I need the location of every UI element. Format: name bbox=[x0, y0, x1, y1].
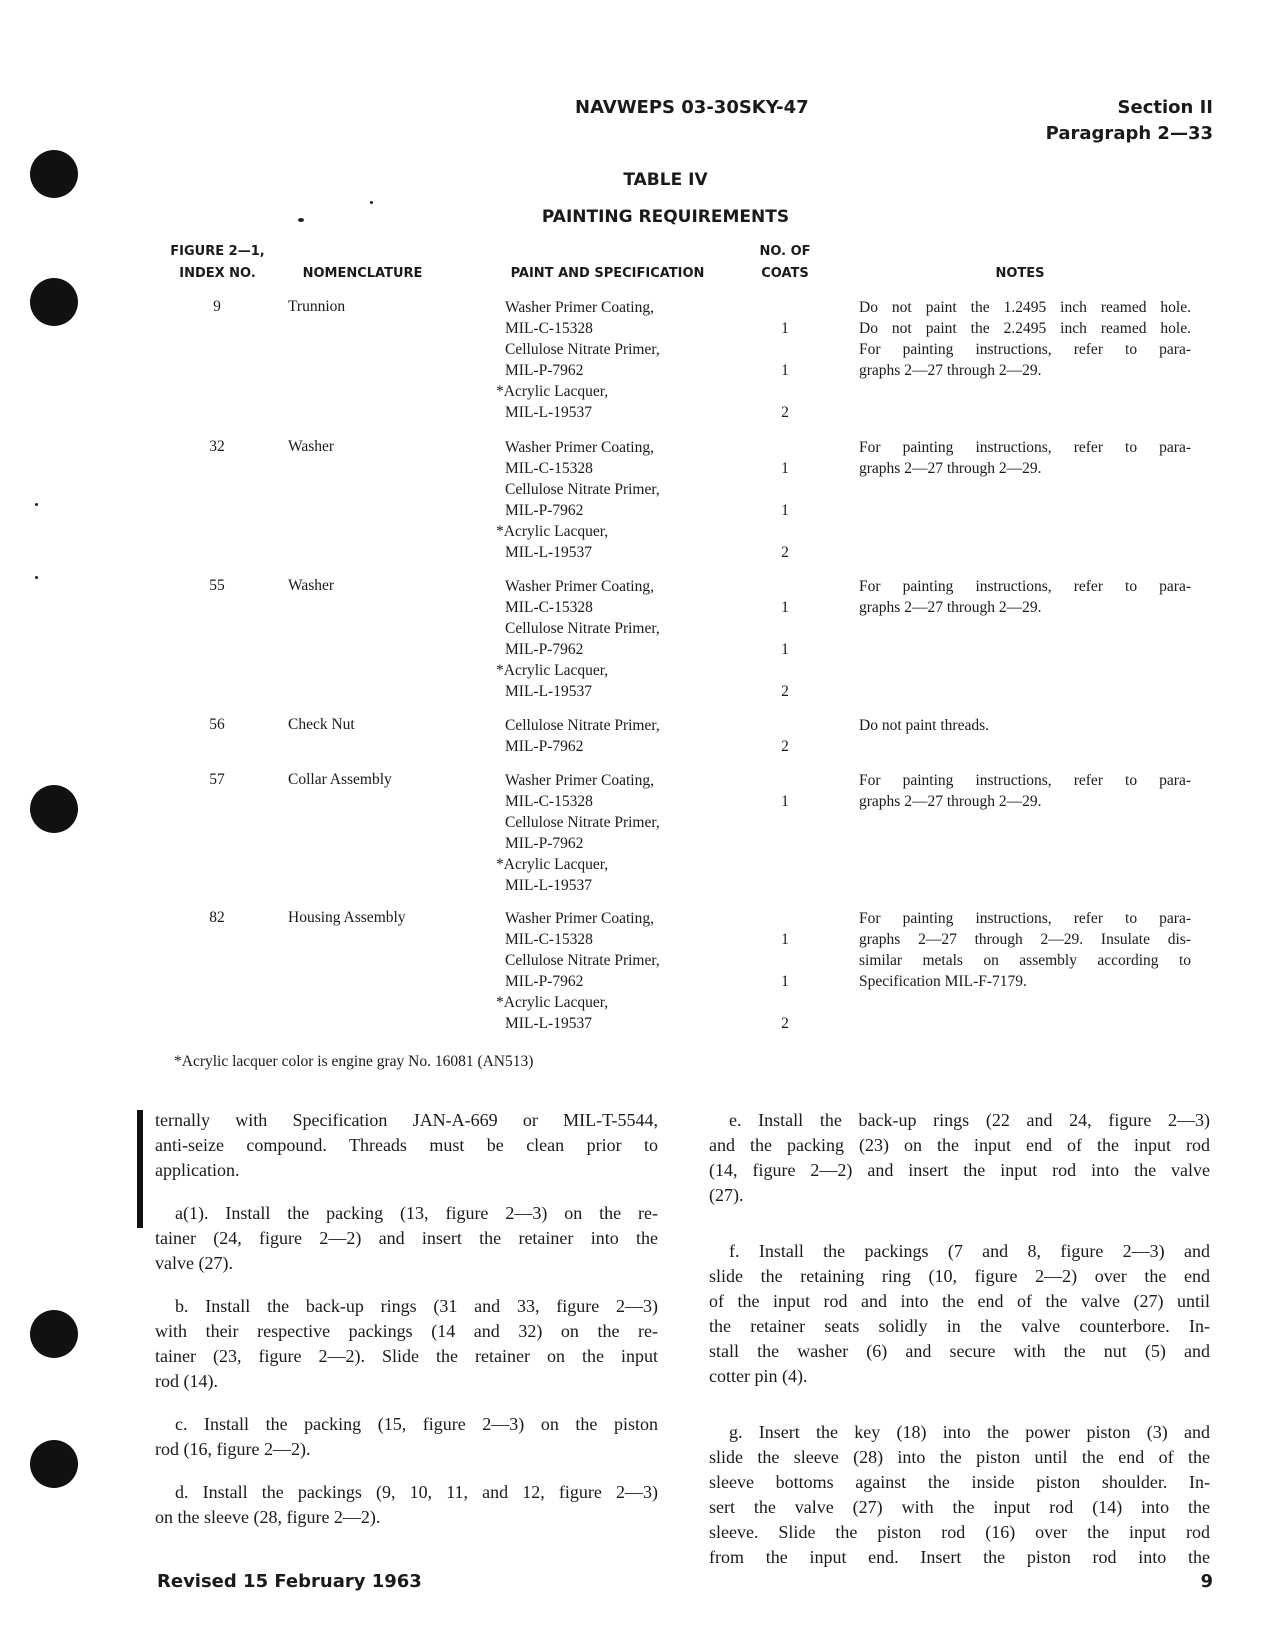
paint-cell: Washer Primer Coating, MIL-C-15328 Cellulose Nitrate Primer, MIL-P-7962 *Acrylic Lacquer, MIL-L-19537 bbox=[496, 299, 660, 421]
column-header-nomenclature: NOMENCLATURE bbox=[302, 266, 423, 281]
index-cell: 82 bbox=[209, 909, 225, 926]
notes-cell: Do not paint threads. bbox=[859, 717, 990, 734]
section-label: Section II bbox=[1117, 97, 1213, 118]
revision-date: Revised 15 February 1963 bbox=[157, 1571, 422, 1592]
coats-cell: 1 1 2 bbox=[781, 931, 789, 1032]
paint-cell: Washer Primer Coating, MIL-C-15328 Cellulose Nitrate Primer, MIL-P-7962 *Acrylic Lacquer, MIL-L-19537 bbox=[496, 578, 660, 700]
paragraph-label: Paragraph 2—33 bbox=[1045, 123, 1213, 144]
paragraph: c. Install the packing (15, figure 2—3) on the piston rod (16, figure 2—2). bbox=[155, 1414, 658, 1459]
document-number: NAVWEPS 03-30SKY-47 bbox=[575, 97, 809, 118]
table-footnote: *Acrylic lacquer color is engine gray No. 16081 (AN513) bbox=[174, 1053, 534, 1070]
column-header-index: FIGURE 2—1, INDEX NO. bbox=[170, 244, 265, 281]
nomenclature-cell: Housing Assembly bbox=[288, 909, 406, 926]
paint-cell: Washer Primer Coating, MIL-C-15328 Cellulose Nitrate Primer, MIL-P-7962 *Acrylic Lacquer, MIL-L-19537 bbox=[496, 910, 660, 1032]
paragraph: d. Install the packings (9, 10, 11, and 12, figure 2—3) on the sleeve (28, figure 2—2). bbox=[155, 1482, 658, 1527]
speck bbox=[35, 576, 38, 579]
index-cell: 56 bbox=[209, 716, 225, 733]
notes-cell: For painting instructions, refer to para- graphs 2—27 through 2—29. bbox=[859, 578, 1191, 616]
binder-hole bbox=[30, 785, 78, 833]
binder-hole bbox=[30, 1440, 78, 1488]
paragraph: a(1). Install the packing (13, figure 2—3) on the re- tainer (24, figure 2—2) and insert the retainer into the valve (27). bbox=[155, 1203, 658, 1273]
column-header-coats: NO. OF COATS bbox=[759, 244, 811, 281]
body-right-column bbox=[709, 1108, 1210, 1588]
coats-cell: 1 1 2 bbox=[781, 320, 789, 421]
index-cell: 55 bbox=[209, 577, 225, 594]
column-header-notes: NOTES bbox=[995, 266, 1045, 281]
paragraph: b. Install the back-up rings (31 and 33, figure 2—3) with their respective packings (14 and 32) on the re- tainer (23, figure 2—2). Slide the retainer on the input rod (14). bbox=[155, 1296, 658, 1391]
speck bbox=[370, 201, 373, 204]
nomenclature-cell: Washer bbox=[288, 438, 335, 455]
coats-cell: 1 1 2 bbox=[781, 460, 789, 561]
index-cell: 9 bbox=[213, 298, 221, 315]
paint-cell: Washer Primer Coating, MIL-C-15328 Cellulose Nitrate Primer, MIL-P-7962 *Acrylic Lacquer, MIL-L-19537 bbox=[496, 772, 660, 894]
index-cell: 32 bbox=[209, 438, 225, 455]
notes-cell: Do not paint the 1.2495 inch reamed hole. Do not paint the 2.2495 inch reamed hole. For painting instructions, refer to para- graphs 2—27 through 2—29. bbox=[859, 299, 1191, 379]
nomenclature-cell: Trunnion bbox=[288, 298, 346, 315]
body-left-column bbox=[155, 1108, 658, 1548]
paragraph: ternally with Specification JAN-A-669 or MIL-T-5544, anti-seize compound. Threads must be clean prior to application. bbox=[155, 1110, 658, 1180]
notes-cell: For painting instructions, refer to para- graphs 2—27 through 2—29. bbox=[859, 772, 1191, 810]
paragraph: g. Insert the key (18) into the power piston (3) and slide the sleeve (28) into the piston until the end of the sleeve bottoms against the inside piston shoulder. In- sert the valve (27) with the input rod (14) into the sleeve. Slide the piston rod (16) over the input rod from the input end. Insert the piston rod into the bbox=[709, 1422, 1210, 1567]
paint-cell: Cellulose Nitrate Primer, MIL-P-7962 bbox=[505, 717, 660, 755]
notes-cell: For painting instructions, refer to para- graphs 2—27 through 2—29. Insulate dis- similar metals on assembly according to Specification MIL-F-7179. bbox=[859, 910, 1191, 990]
column-header-paint: PAINT AND SPECIFICATION bbox=[510, 266, 705, 281]
coats-cell: 1 bbox=[781, 793, 789, 810]
paragraph: f. Install the packings (7 and 8, figure 2—3) and slide the retaining ring (10, figure 2—2) over the end of the input rod and into the end of the valve (27) until the retainer seats solidly in the valve counterbore. In- stall the washer (6) and secure with the nut (5) and cotter pin (4). bbox=[709, 1241, 1210, 1386]
coats-cell: 2 bbox=[781, 738, 789, 755]
table-title: TABLE IV bbox=[623, 170, 708, 190]
speck bbox=[35, 503, 38, 506]
change-bar bbox=[137, 1110, 143, 1228]
paragraph: e. Install the back-up rings (22 and 24, figure 2—3) and the packing (23) on the input end of the input rod (14, figure 2—2) and insert the input rod into the valve (27). bbox=[709, 1110, 1210, 1205]
nomenclature-cell: Washer bbox=[288, 577, 335, 594]
binder-hole bbox=[30, 278, 78, 326]
index-cell: 57 bbox=[209, 771, 225, 788]
notes-cell: For painting instructions, refer to para- graphs 2—27 through 2—29. bbox=[859, 439, 1191, 477]
binder-hole bbox=[30, 1310, 78, 1358]
page-number: 9 bbox=[1200, 1571, 1213, 1592]
paint-cell: Washer Primer Coating, MIL-C-15328 Cellulose Nitrate Primer, MIL-P-7962 *Acrylic Lacquer, MIL-L-19537 bbox=[496, 439, 660, 561]
nomenclature-cell: Collar Assembly bbox=[288, 771, 392, 788]
table-subtitle: PAINTING REQUIREMENTS bbox=[541, 207, 790, 227]
coats-cell: 1 1 2 bbox=[781, 599, 789, 700]
nomenclature-cell: Check Nut bbox=[288, 716, 355, 733]
